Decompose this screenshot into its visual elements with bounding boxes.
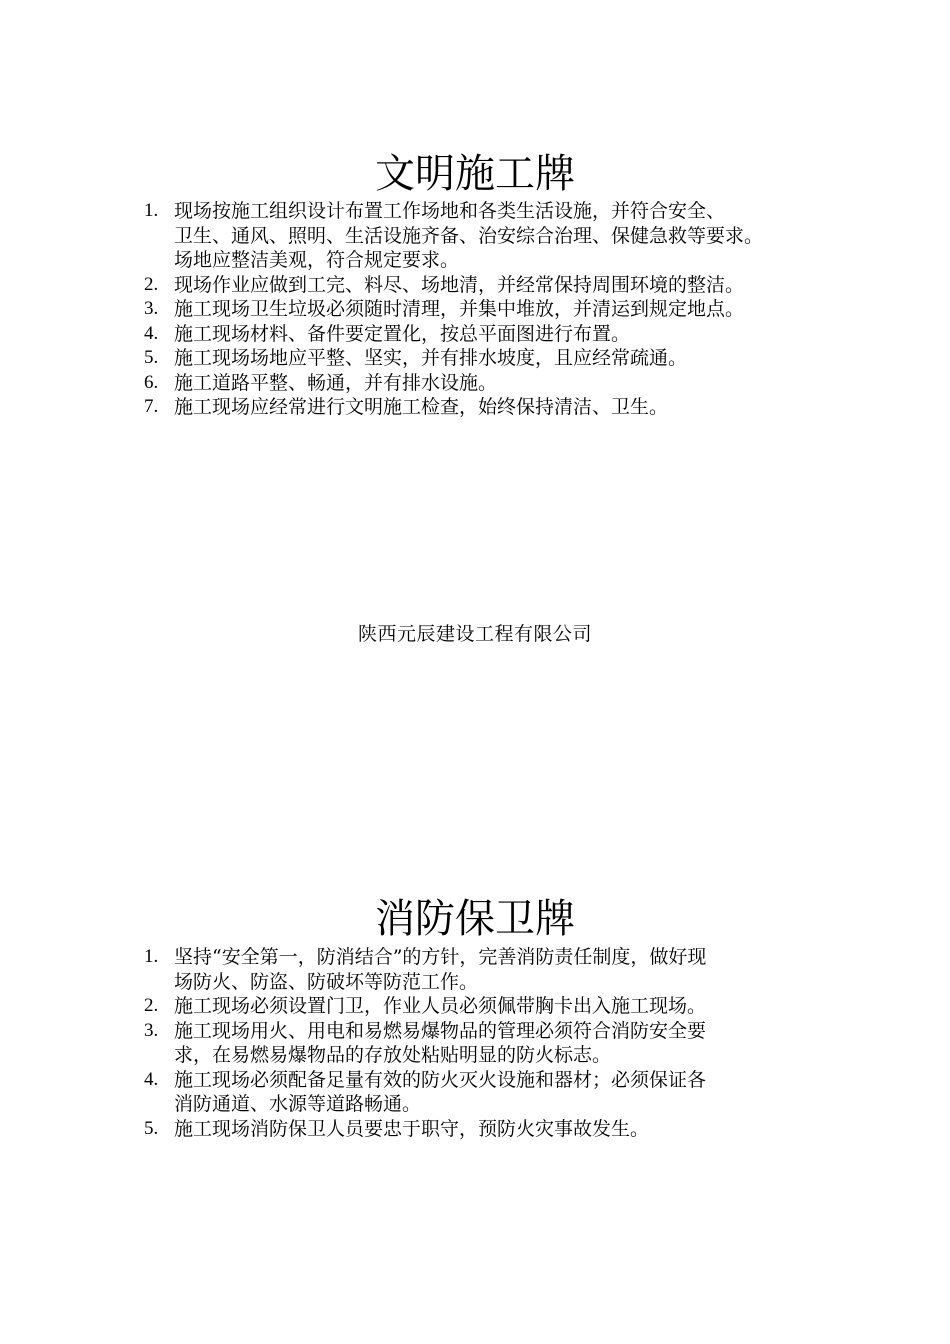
item-text-line: 现场作业应做到工完、料尽、场地清，并经常保持周围环境的整洁。 <box>174 273 745 296</box>
sign2-title: 消防保卫牌 <box>375 896 575 942</box>
item-text-line: 现场按施工组织设计布置工作场地和各类生活设施，并符合安全、 <box>174 200 726 222</box>
item-text-line: 施工现场场地应平整、坚实，并有排水坡度，且应经常疏通。 <box>174 347 688 369</box>
item-text-line: 场防火、防盗、防破坏等防范工作。 <box>174 970 479 993</box>
item-text-line: 施工现场消防保卫人员要忠于职守，预防火灾事故发生。 <box>174 1117 650 1140</box>
item-number: 4. <box>144 322 159 344</box>
sign2-rules-list <box>140 945 830 1141</box>
list-item <box>140 395 830 420</box>
item-text-line: 施工现场应经常进行文明施工检查，始终保持清洁、卫生。 <box>174 396 669 418</box>
item-number: 4. <box>144 1068 159 1090</box>
item-text-line: 施工现场必须设置门卫，作业人员必须佩带胸卡出入施工现场。 <box>174 995 707 1017</box>
item-number: 7. <box>144 396 159 417</box>
list-item <box>140 1019 830 1068</box>
list-item <box>140 1068 830 1117</box>
item-text-line: 场地应整洁美观，符合规定要求。 <box>174 249 460 271</box>
item-text-line: 施工道路平整、畅通，并有排水设施。 <box>174 371 498 394</box>
item-text-line: 施工现场用火、用电和易燃易爆物品的管理必须符合消防安全要 <box>174 1019 707 1042</box>
list-item <box>140 1117 830 1142</box>
item-text-line: 施工现场卫生垃圾必须随时清理，并集中堆放，并清运到规定地点。 <box>174 298 745 320</box>
list-item <box>140 273 830 298</box>
item-text-line: 施工现场必须配备足量有效的防火灭火设施和器材；必须保证各 <box>174 1068 707 1091</box>
item-text-line: 卫生、通风、照明、生活设施齐备、治安综合治理、保健急救等要求。 <box>174 224 764 247</box>
list-item <box>140 322 830 347</box>
company-name: 陕西元辰建设工程有限公司 <box>357 623 592 645</box>
item-text-line: 消防通道、水源等道路畅通。 <box>174 1093 422 1115</box>
list-item <box>140 371 830 396</box>
list-item <box>140 346 830 371</box>
item-number: 3. <box>144 1019 159 1041</box>
list-item <box>140 994 830 1019</box>
item-number: 2. <box>144 995 159 1016</box>
item-number: 3. <box>144 298 159 319</box>
sign1-title: 文明施工牌 <box>375 151 575 197</box>
list-item <box>140 199 830 273</box>
item-number: 6. <box>144 371 159 393</box>
sign1-rules-list <box>140 199 830 420</box>
list-item <box>140 297 830 322</box>
item-number: 2. <box>144 273 159 295</box>
item-text-line: 施工现场材料、备件要定置化，按总平面图进行布置。 <box>174 322 631 345</box>
item-text-line: 求，在易燃易爆物品的存放处粘贴明显的防火标志。 <box>174 1044 612 1066</box>
item-number: 5. <box>144 347 159 368</box>
item-number: 1. <box>144 200 159 221</box>
item-number: 1. <box>144 946 159 967</box>
item-text-line: 坚持“安全第一，防消结合”的方针，完善消防责任制度，做好现 <box>174 946 707 968</box>
item-number: 5. <box>144 1117 159 1139</box>
list-item <box>140 945 830 994</box>
